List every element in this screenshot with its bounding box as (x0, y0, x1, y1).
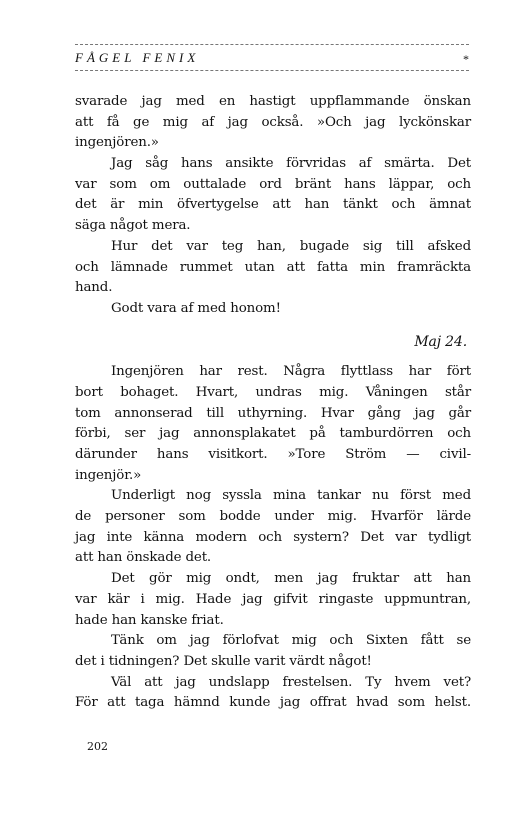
text-line: ingenjör.» (75, 467, 142, 483)
text-line: tom annonserad till uthyrning. Hvar gång jag går (75, 405, 471, 421)
text-line: Underligt nog syssla mina tankar nu först med (111, 488, 471, 504)
text-line: förbi, ser jag annonsplakatet på tamburdörren och (75, 426, 471, 442)
text-line: var som om outtalade ord bränt hans läppar, och (75, 176, 471, 192)
page-number: 202 (87, 740, 108, 753)
text-line: därunder hans visitkort. »Tore Ström — civil- (75, 447, 471, 462)
text-line: Det gör mig ondt, men jag fruktar att han (111, 571, 471, 587)
paragraph (75, 92, 471, 154)
text-line: Tänk om jag förlofvat mig och Sixten fått se (111, 633, 471, 649)
paragraph (75, 299, 471, 320)
paragraph (75, 237, 471, 299)
text-line: ingenjören.» (75, 135, 159, 151)
text-line: Godt vara af med honom! (111, 300, 281, 316)
text-line: att få ge mig af jag också. »Och jag lyckönskar (75, 114, 471, 130)
header-rule-bottom (75, 70, 469, 71)
text-line: att han önskade det. (75, 550, 212, 566)
text-line: Ingenjören har rest. Några flyttlass har fört (111, 364, 471, 380)
text-line: det är min öfvertygelse att han tänkt och ämnat (75, 197, 471, 213)
text-line: Jag såg hans ansikte förvridas af smärta. Det (111, 156, 471, 172)
diary-date: Maj 24. (414, 333, 467, 350)
text-line: var kär i mig. Hade jag gifvit ringaste uppmuntran, (75, 591, 471, 607)
text-line: säga något mera. (75, 218, 191, 234)
text-line: svarade jag med en hastigt uppflammande önskan (75, 94, 471, 109)
paragraph (75, 673, 471, 714)
text-line: och lämnade rummet utan att fatta min framräckta (75, 259, 471, 275)
paragraph (75, 631, 471, 672)
text-line: hand. (75, 280, 113, 296)
running-title: FÅGEL FENIX (75, 50, 200, 65)
paragraph (75, 362, 471, 486)
text-line: hade han kanske friat. (75, 612, 224, 628)
text-line: bort bohaget. Hvart, undras mig. Våningen står (75, 384, 471, 400)
text-line: det i tidningen? Det skulle varit värdt något! (75, 653, 372, 669)
text-line: För att taga hämnd kunde jag offrat hvad som helst. (75, 695, 471, 711)
diary-date-line (75, 332, 471, 353)
text-line: de personer som bodde under mig. Hvarför lärde (75, 509, 471, 525)
paragraph (75, 486, 471, 569)
body-text (75, 92, 471, 714)
text-line: Hur det var teg han, bugade sig till afsked (111, 238, 471, 254)
text-line: Väl att jag undslapp frestelsen. Ty hvem vet? (111, 674, 471, 690)
header-rule-top (75, 44, 469, 45)
paragraph (75, 569, 471, 631)
header-asterisk: * (463, 52, 469, 66)
paragraph (75, 154, 471, 237)
text-line: jag inte känna modern och systern? Det var tydligt (75, 529, 471, 545)
